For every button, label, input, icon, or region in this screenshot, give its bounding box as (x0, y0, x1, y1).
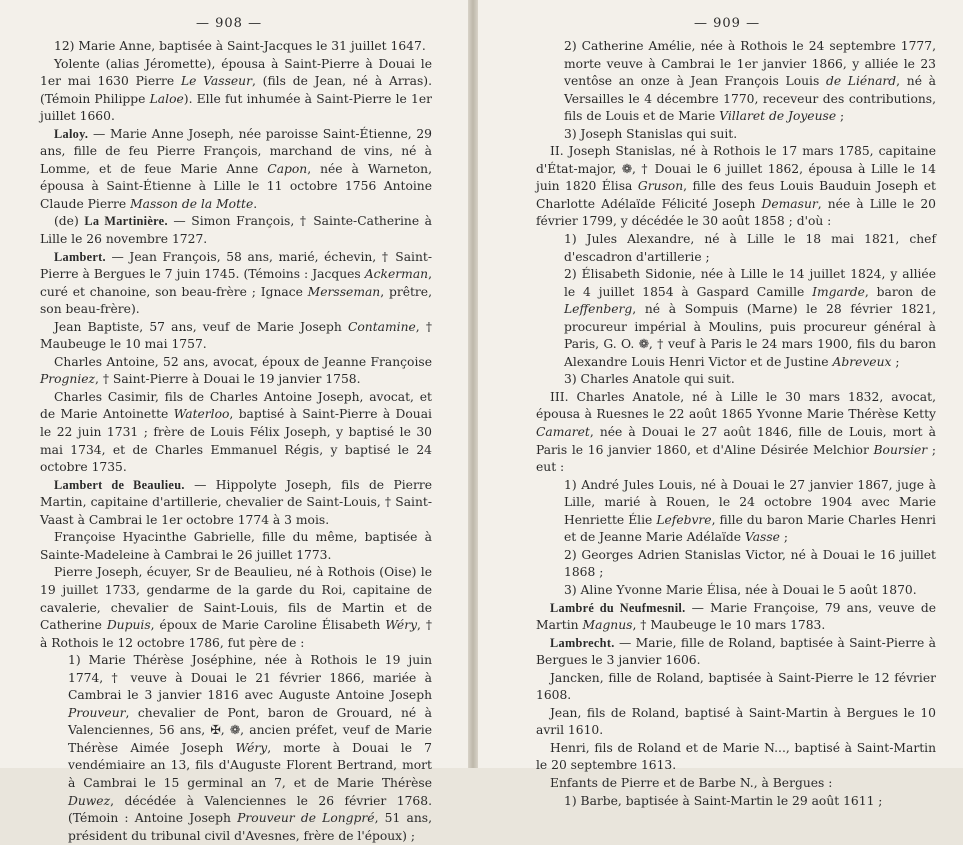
entry-text: — Hippolyte Joseph, fils de Pierre Martin, capitaine d'artillerie, chevalier de Saint-Louis, † Saint-Vaast à Cambrai le 1er octobre 1774 à 3 mois. (40, 477, 432, 527)
entry-paragraph (536, 389, 936, 477)
person-name: de Liénard (825, 74, 897, 89)
entry-paragraph (40, 56, 432, 126)
person-name: Masson de la Motte (130, 196, 254, 211)
entry-surname: Lambert. (54, 249, 106, 264)
entry-text: Henri, fils de Roland et de Marie N..., baptisé à Saint-Martin le 20 septembre 1613. (536, 740, 936, 773)
entry-text: Charles Antoine, 52 ans, avocat, époux de Jeanne Françoise (54, 354, 432, 369)
entry-text: , morte à Douai le 7 vendémiaire an 13, fils d'Auguste Florent Bertrand, mort à Cambrai le 15 germinal an 7, et de Marie Thérèse (68, 740, 432, 790)
person-name: Imgarde (812, 284, 865, 299)
entry-paragraph (536, 547, 936, 582)
person-name: Prouveur de Longpré (237, 811, 375, 826)
entry-paragraph (536, 231, 936, 266)
entry-paragraph (536, 582, 936, 600)
entry-text: 3) Joseph Stanislas qui suit. (564, 126, 738, 141)
person-name: Capon (267, 161, 308, 176)
entry-text: ; (836, 109, 845, 124)
entry-text: ; (779, 530, 788, 545)
person-name: Progniez (40, 372, 96, 387)
person-name: Ackerman (364, 267, 429, 282)
entry-paragraph (536, 705, 936, 740)
entry-text: 2) Georges Adrien Stanislas Victor, né à Douai le 16 juillet 1868 ; (564, 547, 936, 580)
page-number-left: — 908 — (196, 16, 263, 31)
entry-text: , née à Warneton, épousa à Saint-Étienne à Lille le 11 octobre 1756 Antoine Claude Pierre (40, 161, 433, 211)
person-name: Laloe (149, 91, 184, 106)
entry-surname: Laloy. (54, 126, 89, 141)
entry-text: , né à Versailles le 4 décembre 1770, receveur des contributions, fils de Louis et de Marie (564, 74, 936, 124)
entry-text: Jean Baptiste, 57 ans, veuf de Marie Joseph (54, 319, 348, 334)
entry-paragraph (536, 600, 936, 635)
entry-text: ; (891, 354, 900, 369)
person-name: Leffenberg (564, 302, 633, 317)
entry-text: , fille du baron Marie Charles Henri et de Jeanne Marie Adélaïde (564, 512, 936, 545)
entry-paragraph (40, 126, 432, 214)
entry-text: — Marie Anne Joseph, née paroisse Saint-Étienne, 29 ans, fille de feu Pierre François, marchand de vins, né à Lomme, et de feue Marie Anne (40, 126, 432, 176)
entry-paragraph (536, 371, 936, 389)
entry-text: ; eut : (536, 442, 936, 475)
entry-text: 3) Charles Anatole qui suit. (564, 372, 735, 387)
entry-paragraph (40, 652, 432, 845)
entry-text: . (253, 196, 258, 211)
entry-text: , née à Lille le 20 février 1799, y décédée le 30 août 1858 ; d'où : (536, 196, 936, 229)
entry-paragraph (40, 389, 432, 477)
person-name: Duwez (68, 793, 111, 808)
entry-text: Françoise Hyacinthe Gabrielle, fille du même, baptisée à Sainte-Madeleine à Cambrai le 26 juillet 1773. (40, 530, 432, 562)
person-name: Demasur (761, 196, 818, 211)
person-name: Wéry (235, 740, 268, 755)
entry-text: — Marie Françoise, 79 ans, veuve de Martin (536, 600, 936, 633)
person-name: Mersseman (307, 284, 381, 299)
entry-text: , baptisé à Saint-Pierre à Douai le 22 juin 1731 ; frère de Louis Félix Joseph, y baptisé le 30 mai 1734, et de Charles Emmanuel Régis, y baptisé le 24 octobre 1735. (40, 407, 432, 475)
person-name: Dupuis (106, 618, 151, 633)
entry-text: — Simon François, † Sainte-Catherine à Lille le 26 novembre 1727. (40, 214, 433, 247)
person-name: Boursier (873, 442, 928, 457)
entry-text: , † Maubeuge le 10 mai 1757. (40, 319, 432, 352)
entry-text: , chevalier de Pont, baron de Grouard, né à Valenciennes, 56 ans, ✠, ❁, ancien préfet, veuf de Marie Thérèse Aimée Joseph (68, 705, 432, 755)
person-name: Contamine (347, 319, 416, 334)
entry-text: — Jean François, 58 ans, marié, échevin, † Saint-Pierre à Bergues le 7 juin 1745. (Témoins : Jacques (40, 249, 432, 282)
entry-surname: Lambrecht. (550, 635, 615, 650)
entry-text: Pierre Joseph, écuyer, Sr de Beaulieu, né à Rothois (Oise) le 19 juillet 1733, gendarme de la garde du Roi, capitaine de cavalerie, chevalier de Saint-Louis, fils de Martin et de Catherine (40, 565, 432, 633)
entry-paragraph (536, 126, 936, 144)
entry-text: , † Maubeuge le 10 mars 1783. (632, 618, 826, 633)
entry-paragraph (536, 775, 936, 793)
entry-paragraph (40, 38, 432, 56)
entry-paragraph (536, 266, 936, 371)
entry-text: , née à Douai le 27 août 1846, fille de Louis, mort à Paris le 16 janvier 1860, et d'Aline Désirée Melchior (536, 425, 936, 457)
entry-text: 12) Marie Anne, baptisée à Saint-Jacques le 31 juillet 1647. (54, 39, 426, 53)
entry-text: , 51 ans, président du tribunal civil d'Avesnes, frère de l'époux) ; (68, 811, 432, 843)
entry-paragraph (536, 670, 936, 705)
entry-paragraph (536, 740, 936, 775)
entry-paragraph (40, 529, 432, 564)
entry-text: Jean, fils de Roland, baptisé à Saint-Martin à Bergues le 10 avril 1610. (536, 705, 936, 738)
entry-paragraph (536, 38, 936, 126)
entry-paragraph (40, 354, 432, 389)
entry-paragraph (536, 793, 936, 811)
person-name: Villaret de Joyeuse (719, 109, 837, 124)
right-page-text (536, 38, 936, 810)
entry-text: 1) Jules Alexandre, né à Lille le 18 mai 1821, chef d'escadron d'artillerie ; (564, 232, 936, 264)
entry-text: , † Saint-Pierre à Douai le 19 janvier 1758. (95, 372, 361, 387)
entry-text: , baron de (864, 284, 936, 299)
person-name: Lefebvre (656, 512, 712, 527)
entry-text: , † à Rothois le 12 octobre 1786, fut père de : (40, 618, 433, 650)
entry-paragraph (536, 635, 936, 670)
entry-text: , né à Sompuis (Marne) le 28 février 1821, procureur impérial à Moulins, puis procureur général à Paris, G. O. ❁, † veuf à Paris le 24 mars 1900, fils du baron Alexandre Louis Henri Victor et de Justine (564, 302, 936, 369)
person-name: Prouveur (68, 705, 126, 720)
book-gutter (468, 0, 478, 768)
entry-paragraph (40, 319, 432, 354)
person-name: Abreveux (832, 354, 892, 369)
right-page (478, 0, 963, 808)
person-name: Camaret (536, 425, 590, 440)
person-name: Magnus (582, 618, 633, 633)
entry-text: Jancken, fille de Roland, baptisée à Saint-Pierre le 12 février 1608. (536, 670, 936, 703)
entry-text: 3) Aline Yvonne Marie Élisa, née à Douai le 5 août 1870. (564, 582, 917, 597)
left-page-text (40, 38, 432, 845)
entry-surname: Lambré du Neufmesnil. (550, 600, 686, 615)
entry-text: Yolente (alias Jéromette), épousa à Saint-Pierre à Douai le 1er mai 1630 Pierre (40, 56, 432, 89)
entry-paragraph (536, 477, 936, 547)
person-name: Le Vasseur (180, 74, 252, 89)
entry-text: Enfants de Pierre et de Barbe N., à Bergues : (550, 775, 833, 790)
entry-text: , prêtre, son beau-frère). (40, 284, 432, 317)
entry-text: 2) Catherine Amélie, née à Rothois le 24 septembre 1777, morte veuve à Cambrai le 1er janvier 1866, y alliée le 23 ventôse an onze à Jean François Louis (564, 39, 936, 89)
entry-paragraph (40, 477, 432, 530)
entry-paragraph (40, 213, 432, 248)
entry-text: , (fils de Jean, né à Arras). (Témoin Philippe (40, 74, 432, 106)
person-name: Wéry (385, 618, 418, 633)
person-name: Gruson (637, 179, 684, 194)
entry-surname: Lambert de Beaulieu. (54, 477, 185, 492)
entry-text: II. Joseph Stanislas, né à Rothois le 17 mars 1785, capitaine d'État-major, ❁, † Douai le 6 juillet 1862, épousa à Lille le 14 juin 1820 Élisa (536, 144, 936, 194)
entry-text: ). Elle fut inhumée à Saint-Pierre le 1er juillet 1660. (40, 91, 432, 124)
entry-text: Charles Casimir, fils de Charles Antoine Joseph, avocat, et de Marie Antoinette (40, 389, 432, 422)
entry-text: 1) Marie Thérèse Joséphine, née à Rothois le 19 juin 1774, † veuve à Douai le 21 février 1866, mariée à Cambrai le 3 janvier 1816 avec Auguste Antoine Joseph (68, 653, 432, 703)
entry-text: (de) (54, 214, 85, 229)
entry-text: — Marie, fille de Roland, baptisée à Saint-Pierre à Bergues le 3 janvier 1606. (536, 635, 936, 668)
entry-text: , décédée à Valenciennes le 26 février 1768. (Témoin : Antoine Joseph (68, 793, 432, 826)
page-number-right: — 909 — (694, 16, 761, 31)
person-name: Vasse (744, 530, 780, 545)
person-name: Waterloo (173, 407, 230, 422)
entry-text: , fille des feus Louis Bauduin Joseph et Charlotte Adélaïde Félicité Joseph (536, 179, 937, 211)
entry-text: , époux de Marie Caroline Élisabeth (150, 618, 386, 633)
entry-text: , curé et chanoine, son beau-frère ; Ignace (40, 267, 432, 299)
entry-surname: La Martinière. (84, 214, 168, 229)
left-page (0, 0, 468, 843)
entry-paragraph (40, 564, 432, 652)
entry-text: 1) André Jules Louis, né à Douai le 27 janvier 1867, juge à Lille, marié à Rouen, le 24 octobre 1904 avec Marie Henriette Élie (564, 477, 936, 527)
entry-text: III. Charles Anatole, né à Lille le 30 mars 1832, avocat, épousa à Ruesnes le 22 août 1865 Yvonne Marie Thérèse Ketty (536, 389, 936, 422)
entry-text: 2) Élisabeth Sidonie, née à Lille le 14 juillet 1824, y alliée le 4 juillet 1854 à Gaspard Camille (564, 267, 936, 299)
entry-paragraph (40, 249, 432, 319)
entry-text: 1) Barbe, baptisée à Saint-Martin le 29 août 1611 ; (564, 793, 883, 808)
entry-paragraph (536, 143, 936, 231)
